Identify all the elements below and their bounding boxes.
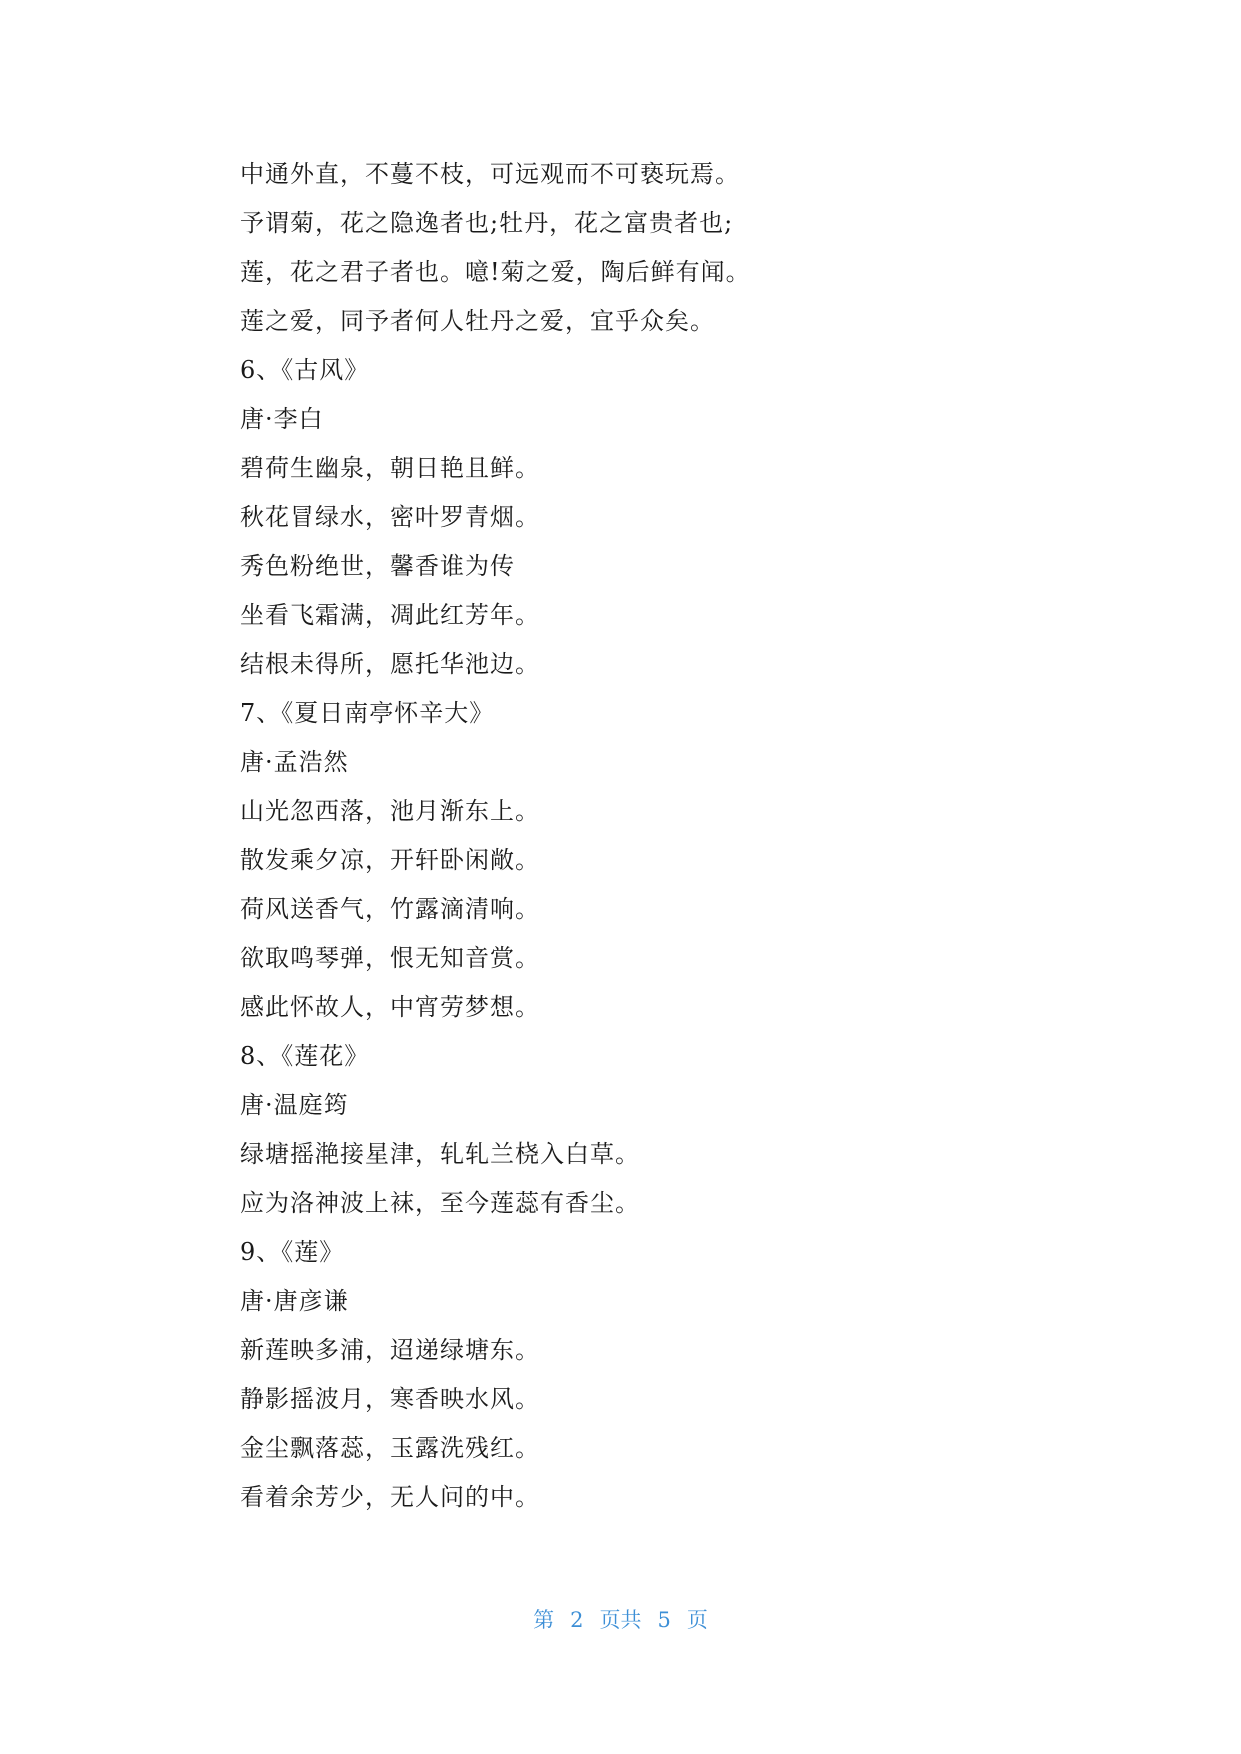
poem-verse: 坐看飞霜满，凋此红芳年。: [240, 601, 540, 629]
poem-author: 唐·孟浩然: [240, 748, 349, 776]
poem-verse: 散发乘夕凉，开轩卧闲敞。: [240, 846, 540, 874]
text-line: 中通外直，不蔓不枝，可远观而不可亵玩焉。: [240, 160, 740, 188]
poem-verse: 感此怀故人，中宵劳梦想。: [240, 993, 540, 1021]
footer-prefix: 第: [533, 1608, 555, 1632]
poem-verse: 秀色粉绝世，馨香谁为传: [240, 552, 515, 580]
poem-title: 6、《古风》: [240, 356, 370, 384]
poem-verse: 新莲映多浦，迢递绿塘东。: [240, 1336, 540, 1364]
poem-author: 唐·唐彦谦: [240, 1287, 349, 1315]
poem-author: 唐·李白: [240, 405, 324, 433]
poem-verse: 欲取鸣琴弹，恨无知音赏。: [240, 944, 540, 972]
poem-title: 8、《莲花》: [240, 1042, 370, 1070]
footer-current-page: 2: [570, 1608, 584, 1632]
poem-verse: 金尘飘落蕊，玉露洗残红。: [240, 1434, 540, 1462]
poem-author: 唐·温庭筠: [240, 1091, 349, 1119]
poem-verse: 应为洛神波上袜，至今莲蕊有香尘。: [240, 1189, 640, 1217]
text-line: 莲之爱，同予者何人牡丹之爱，宜乎众矣。: [240, 307, 715, 335]
page-footer: [0, 1604, 1241, 1634]
poem-verse: 碧荷生幽泉，朝日艳且鲜。: [240, 454, 540, 482]
poem-verse: 秋花冒绿水，密叶罗青烟。: [240, 503, 540, 531]
poem-title: 7、《夏日南亭怀辛大》: [240, 699, 495, 727]
poem-verse: 结根未得所，愿托华池边。: [240, 650, 540, 678]
footer-middle: 页共: [599, 1608, 642, 1632]
poem-verse: 看着余芳少，无人问的中。: [240, 1483, 540, 1511]
poem-verse: 山光忽西落，池月渐东上。: [240, 797, 540, 825]
poem-title: 9、《莲》: [240, 1238, 345, 1266]
poem-verse: 绿塘摇滟接星津，轧轧兰桡入白草。: [240, 1140, 640, 1168]
text-line: 莲，花之君子者也。噫!菊之爱，陶后鲜有闻。: [240, 258, 751, 286]
poem-verse: 静影摇波月，寒香映水风。: [240, 1385, 540, 1413]
footer-suffix: 页: [686, 1608, 708, 1632]
poem-content: [240, 150, 1040, 1522]
text-line: 予谓菊，花之隐逸者也;牡丹，花之富贵者也;: [240, 209, 734, 237]
footer-total-pages: 5: [657, 1608, 671, 1632]
poem-verse: 荷风送香气，竹露滴清响。: [240, 895, 540, 923]
